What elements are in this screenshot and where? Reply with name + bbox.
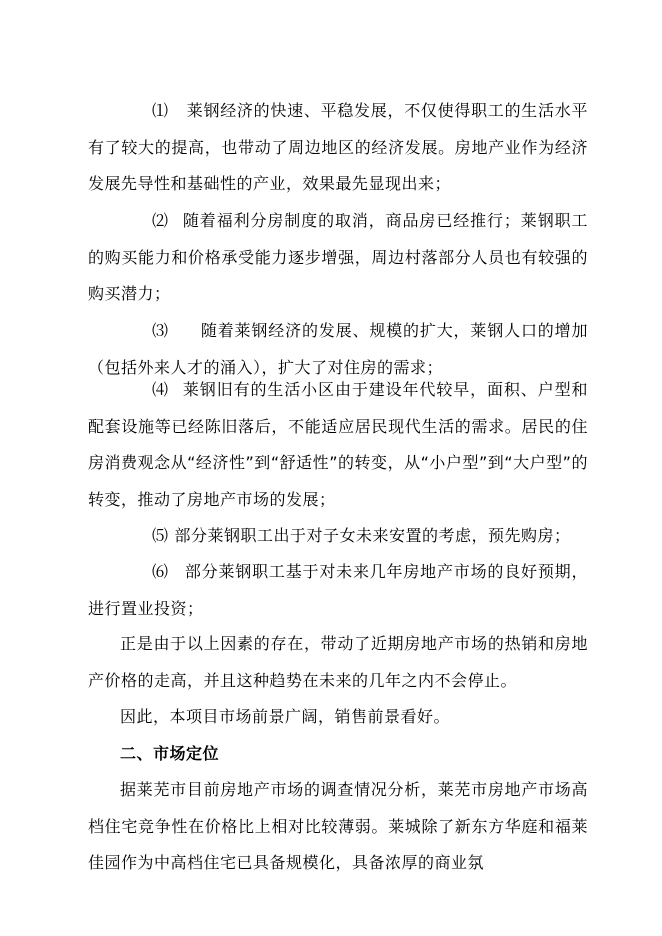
section-heading: 二、市场定位	[120, 744, 220, 763]
item-number-5: ⑸	[152, 526, 169, 545]
paragraph-6-text: 部分莱钢职工基于对未来几年房地产市场的良好预期，进行置业投资；	[88, 562, 588, 618]
paragraph-5-text: 部分莱钢职工出于对子女未来安置的考虑，预先购房；	[174, 526, 571, 545]
item-number-2: ⑵	[152, 211, 169, 230]
paragraph-4	[88, 372, 588, 518]
paragraph-2	[88, 203, 588, 313]
paragraph-2-text: 随着福利分房制度的取消，商品房已经推行；莱钢职工的购买能力和价格承受能力逐步增强，周边村落部分人员也有较强的购买潜力；	[88, 211, 588, 303]
paragraph-1	[88, 93, 588, 203]
paragraph-4-text: 莱钢旧有的生活小区由于建设年代较早，面积、户型和配套设施等已经陈旧落后，不能适应居民现代生活的需求。居民的住房消费观念从“经济性”到“舒适性”的转变，从“小户型”到“大户型”的转变，推动了房地产市场的发展；	[88, 380, 588, 509]
paragraph-6	[88, 554, 588, 627]
item-number-4: ⑷	[152, 380, 169, 399]
outlook-paragraph: 因此，本项目市场前景广阔，销售前景看好。	[120, 707, 451, 726]
item-number-6: ⑹	[152, 562, 169, 581]
paragraph-5	[88, 518, 588, 555]
paragraph-3-text: 随着莱钢经济的发展、规模的扩大，莱钢人口的增加（包括外来人才的涌入），扩大了对住房的需求；	[88, 321, 588, 377]
item-number-1: ⑴	[152, 101, 169, 120]
section-body-paragraph: 据莱芜市目前房地产市场的调查情况分析，莱芜市房地产市场高档住宅竞争性在价格比上相对比较薄弱。莱城除了新东方华庭和福莱佳园作为中高档住宅已具备规模化，具备浓厚的商业氛	[88, 780, 588, 872]
paragraph-1-text: 莱钢经济的快速、平稳发展，不仅使得职工的生活水平有了较大的提高，也带动了周边地区的经济发展。房地产业作为经济发展先导性和基础性的产业，效果最先显现出来；	[88, 101, 588, 193]
conclusion-paragraph: 正是由于以上因素的存在，带动了近期房地产市场的热销和房地产价格的走高，并且这种趋势在未来的几年之内不会停止。	[88, 634, 588, 690]
item-number-3: ⑶	[152, 321, 169, 340]
